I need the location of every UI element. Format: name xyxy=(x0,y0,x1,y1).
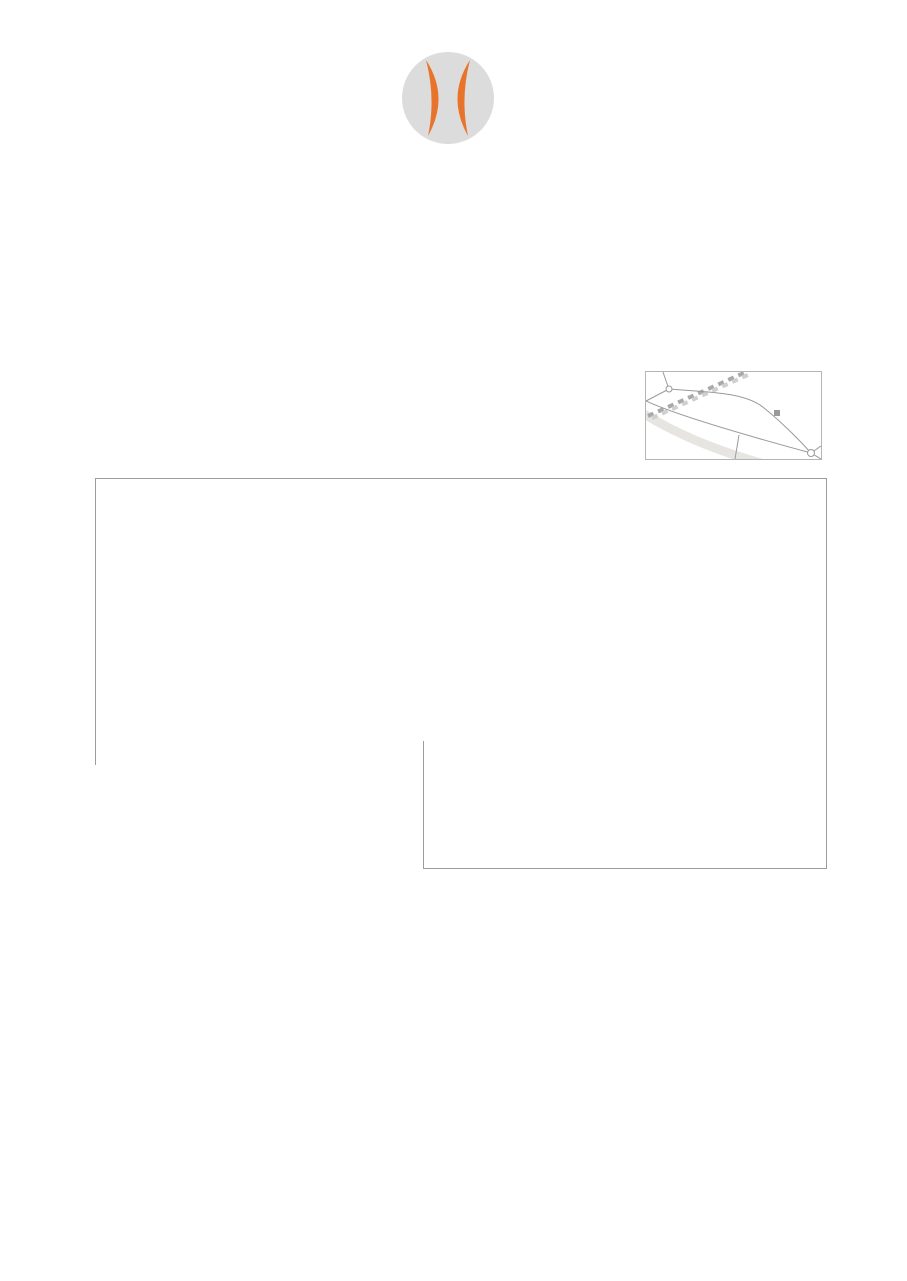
left-crescent-icon xyxy=(426,60,439,136)
agenda-box-left-border xyxy=(95,478,96,765)
roundabout-icon xyxy=(666,386,672,392)
pebble-artwork xyxy=(0,810,907,1281)
map-drawing xyxy=(646,372,821,459)
agenda-box-top-border xyxy=(95,478,826,479)
river-shape xyxy=(646,414,764,459)
road-left xyxy=(646,389,669,401)
roundabout-icon xyxy=(808,450,815,457)
aeb-logo-icon xyxy=(402,52,494,144)
hgv-marker-icon xyxy=(774,410,780,416)
logo-crescents-icon xyxy=(402,52,494,144)
right-crescent-icon xyxy=(457,60,470,136)
railway-line xyxy=(648,372,746,416)
location-map xyxy=(645,371,822,460)
